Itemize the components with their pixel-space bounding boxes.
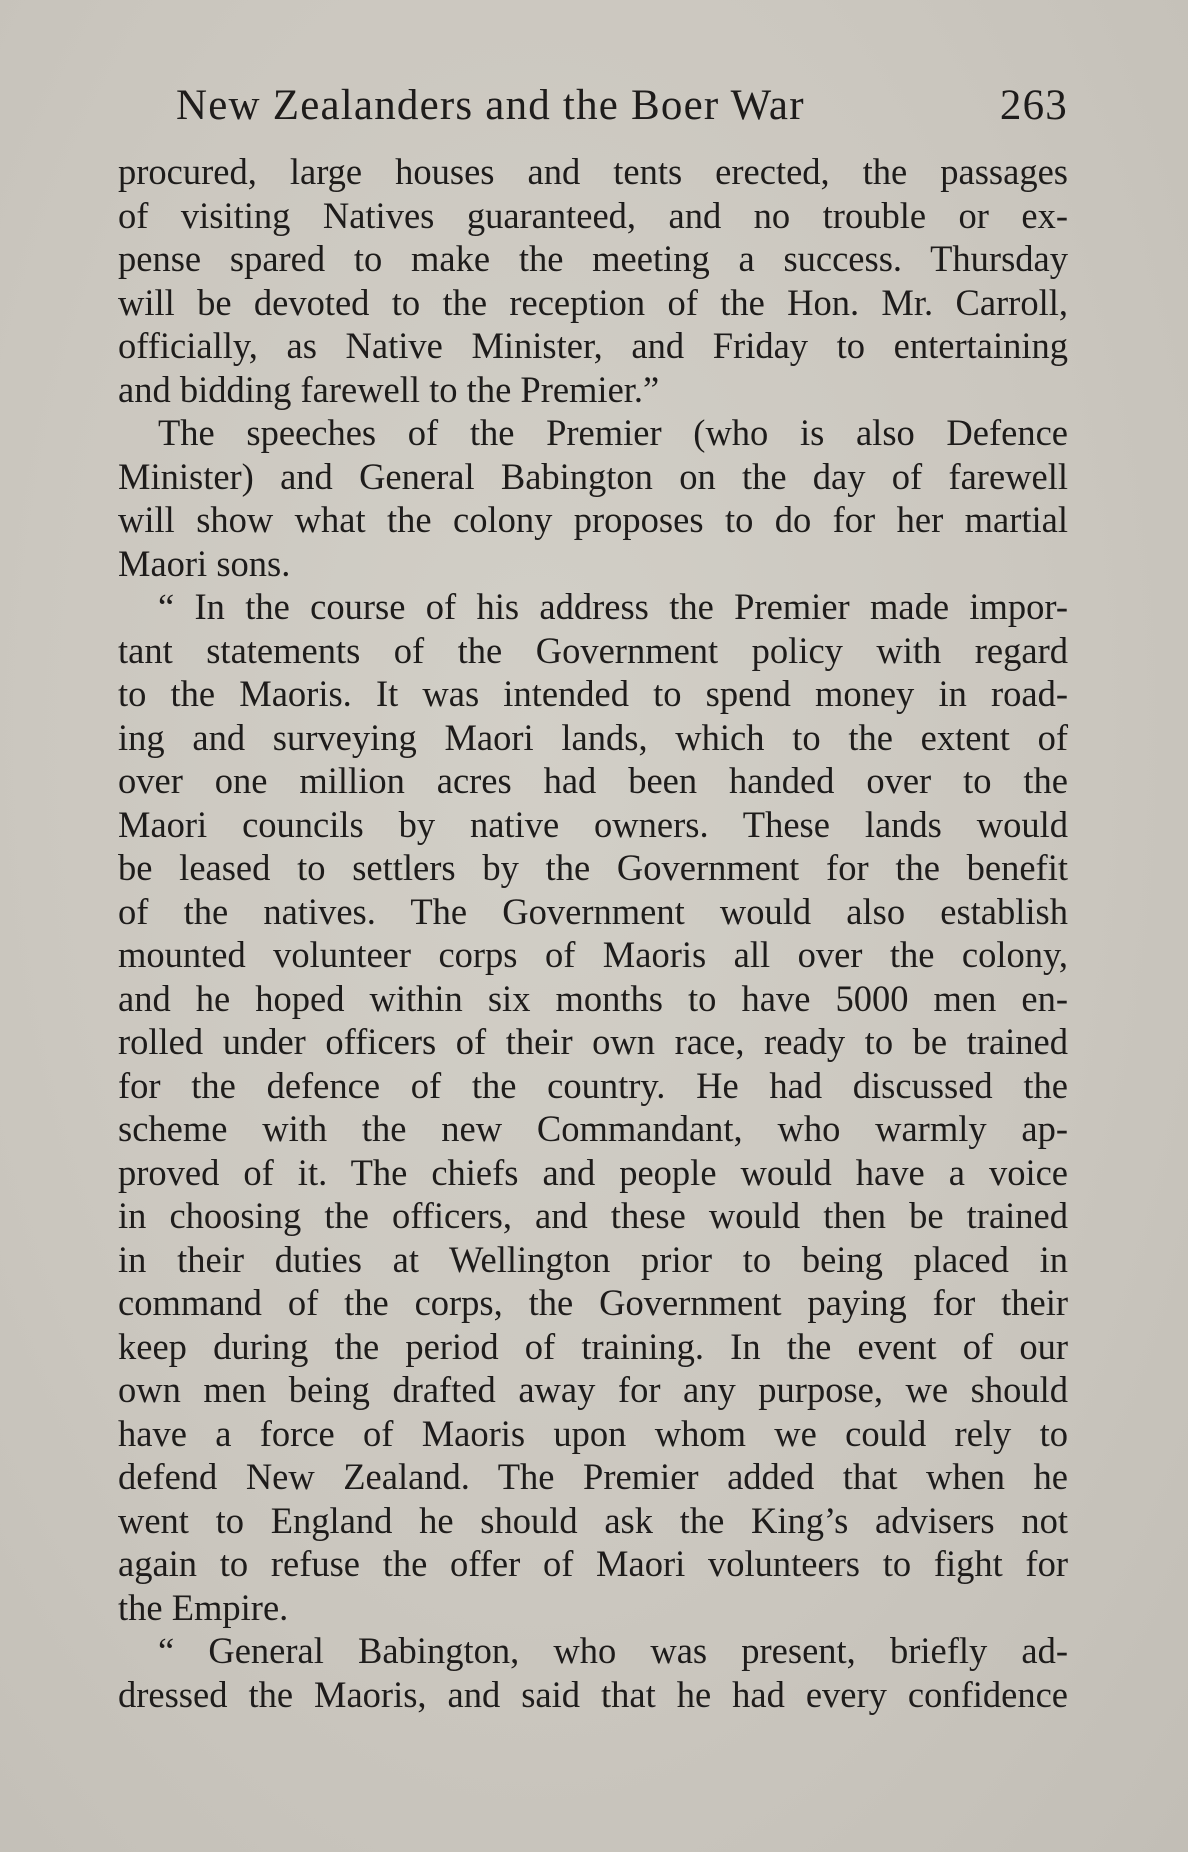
running-head-title: New Zealanders and the Boer War bbox=[176, 82, 805, 129]
text-line: over one million acres had been handed over to the bbox=[118, 760, 1068, 801]
text-line: the Empire. bbox=[118, 1586, 289, 1628]
text-line: in choosing the officers, and these would then be trained bbox=[118, 1195, 1068, 1236]
text-line: mounted volunteer corps of Maoris all over the colony, bbox=[118, 934, 1068, 975]
text-line: of visiting Natives guaranteed, and no trouble or ex- bbox=[118, 194, 1068, 236]
text-line: for the defence of the country. He had discussed the bbox=[118, 1064, 1068, 1106]
text-line: defend New Zealand. The Premier added that when he bbox=[118, 1456, 1068, 1497]
text-line: “ In the course of his address the Premier made impor- bbox=[158, 586, 1068, 627]
text-line: ing and surveying Maori lands, which to the extent of bbox=[118, 716, 1068, 758]
text-line: own men being drafted away for any purpose, we should bbox=[118, 1369, 1068, 1410]
body-text bbox=[118, 150, 1068, 1716]
text-line: and bidding farewell to the Premier.” bbox=[118, 368, 660, 410]
text-line: keep during the period of training. In the event of our bbox=[118, 1325, 1068, 1367]
text-line: pense spared to make the meeting a success. Thursday bbox=[118, 238, 1068, 279]
text-line: be leased to settlers by the Government for the benefit bbox=[118, 847, 1068, 888]
text-line: have a force of Maoris upon whom we could rely to bbox=[118, 1412, 1068, 1454]
text-line: Maori councils by native owners. These lands would bbox=[118, 803, 1068, 845]
page-number: 263 bbox=[999, 82, 1068, 129]
text-line: Minister) and General Babington on the day of farewell bbox=[118, 455, 1068, 497]
text-line: procured, large houses and tents erected, the passages bbox=[118, 151, 1068, 192]
text-line: again to refuse the offer of Maori volunteers to fight for bbox=[118, 1543, 1068, 1584]
text-line: proved of it. The chiefs and people would have a voice bbox=[118, 1151, 1068, 1193]
text-line: dressed the Maoris, and said that he had every confidence bbox=[118, 1673, 1068, 1715]
text-line: command of the corps, the Government paying for their bbox=[118, 1282, 1068, 1323]
text-line: The speeches of the Premier (who is also Defence bbox=[158, 412, 1068, 453]
text-line: went to England he should ask the King’s advisers not bbox=[118, 1499, 1068, 1541]
text-line: tant statements of the Government policy with regard bbox=[118, 629, 1068, 671]
text-line: officially, as Native Minister, and Friday to entertaining bbox=[118, 325, 1068, 366]
running-head bbox=[176, 76, 1068, 136]
text-line: in their duties at Wellington prior to being placed in bbox=[118, 1238, 1068, 1280]
text-line: scheme with the new Commandant, who warmly ap- bbox=[118, 1108, 1068, 1149]
text-line: rolled under officers of their own race, ready to be trained bbox=[118, 1021, 1068, 1062]
text-line: will be devoted to the reception of the Hon. Mr. Carroll, bbox=[118, 281, 1068, 323]
text-line: Maori sons. bbox=[118, 542, 291, 584]
text-line: of the natives. The Government would also establish bbox=[118, 890, 1068, 932]
text-line: will show what the colony proposes to do for her martial bbox=[118, 499, 1068, 540]
text-line: and he hoped within six months to have 5000 men en- bbox=[118, 977, 1068, 1019]
text-line: to the Maoris. It was intended to spend money in road- bbox=[118, 673, 1068, 714]
text-line: “ General Babington, who was present, briefly ad- bbox=[158, 1630, 1068, 1671]
